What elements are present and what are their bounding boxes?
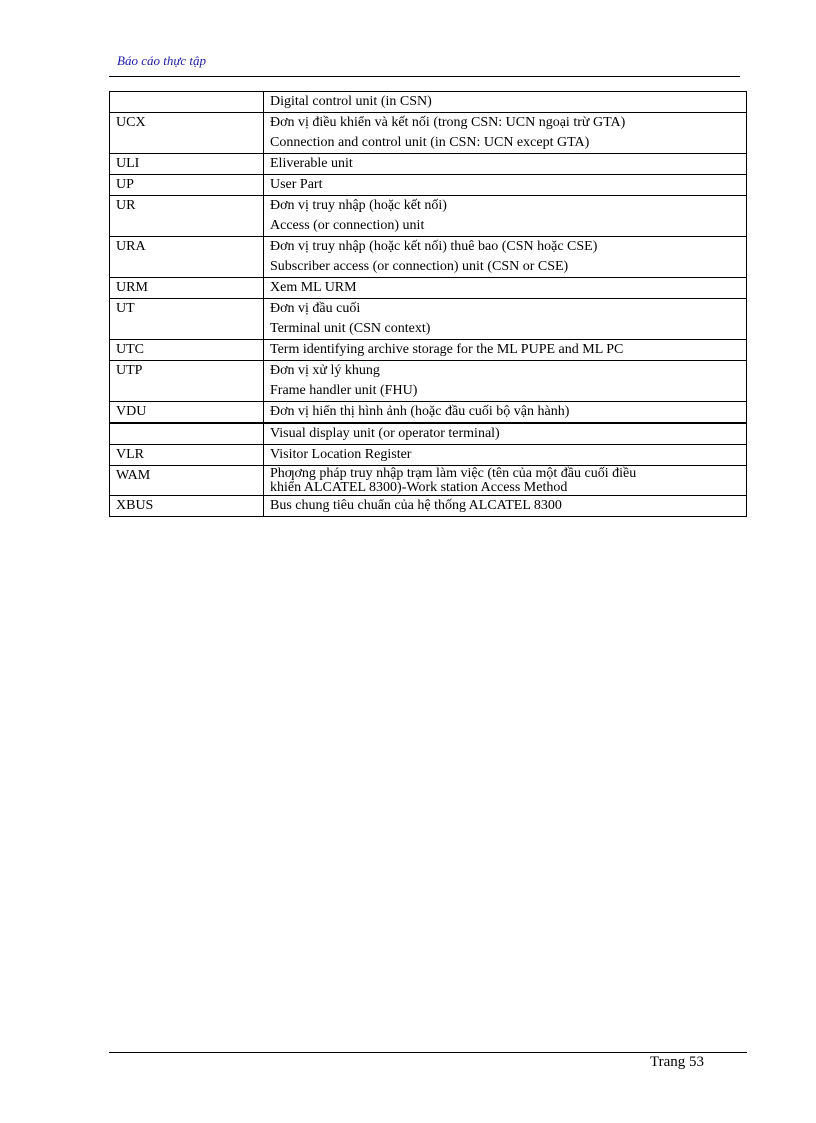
desc-cell	[264, 113, 747, 154]
desc-cell	[264, 237, 747, 278]
table-row	[110, 113, 747, 154]
abbr-cell: ULI	[110, 154, 264, 175]
abbr-cell	[110, 423, 264, 445]
desc-line: Frame handler unit (FHU)	[270, 383, 418, 398]
table-row	[110, 196, 747, 237]
desc-cell	[264, 423, 747, 445]
desc-cell	[264, 175, 747, 196]
desc-cell	[264, 402, 747, 424]
desc-line: Đơn vị xử lý khung	[270, 363, 380, 378]
table-row	[110, 340, 747, 361]
desc-cell	[264, 299, 747, 340]
table-row	[110, 423, 747, 445]
desc-line: Term identifying archive storage for the ML PUPE and ML PC	[270, 342, 624, 357]
desc-cell	[264, 278, 747, 299]
table-row	[110, 466, 747, 496]
desc-line: Đơn vị truy nhập (hoặc kết nối) thuê bao (CSN hoặc CSE)	[270, 239, 598, 254]
desc-line: Visitor Location Register	[270, 447, 412, 462]
abbr-cell: UR	[110, 196, 264, 237]
abbr-cell: UTC	[110, 340, 264, 361]
abbr-cell: UP	[110, 175, 264, 196]
desc-cell	[264, 496, 747, 517]
desc-cell	[264, 466, 747, 496]
desc-cell	[264, 92, 747, 113]
table-row	[110, 402, 747, 424]
table-row	[110, 496, 747, 517]
table-row	[110, 92, 747, 113]
page-number: Trang 53	[650, 1054, 705, 1070]
desc-line: Đơn vị đầu cuối	[270, 301, 361, 316]
desc-line: Phƣơng pháp truy nhập trạm làm việc (tên của một đầu cuối điều	[270, 466, 637, 481]
desc-line: Đơn vị điều khiển và kết nối (trong CSN: UCN ngoại trừ GTA)	[270, 115, 626, 130]
table-row	[110, 278, 747, 299]
desc-line: Đơn vị truy nhập (hoặc kết nối)	[270, 198, 447, 213]
abbr-cell: UT	[110, 299, 264, 340]
table-row	[110, 175, 747, 196]
abbr-cell: WAM	[110, 466, 264, 496]
desc-line: Terminal unit (CSN context)	[270, 321, 431, 336]
abbr-cell: URM	[110, 278, 264, 299]
abbr-cell: VLR	[110, 445, 264, 466]
desc-line: User Part	[270, 177, 323, 192]
desc-cell	[264, 196, 747, 237]
table-row	[110, 154, 747, 175]
desc-cell	[264, 340, 747, 361]
desc-line: Visual display unit (or operator terminal)	[270, 426, 500, 441]
table-row	[110, 445, 747, 466]
table-row	[110, 299, 747, 340]
table-row	[110, 361, 747, 402]
desc-line: Digital control unit (in CSN)	[270, 94, 432, 109]
abbr-cell: XBUS	[110, 496, 264, 517]
footer-rule	[109, 1052, 747, 1053]
desc-line: khiển ALCATEL 8300)-Work station Access Method	[270, 480, 568, 495]
page-header-title: Báo cáo thực tập	[117, 53, 207, 68]
desc-cell	[264, 361, 747, 402]
desc-line: Bus chung tiêu chuẩn của hệ thống ALCATEL 8300	[270, 498, 562, 513]
desc-cell	[264, 154, 747, 175]
table-row	[110, 237, 747, 278]
abbreviation-table	[109, 91, 747, 517]
abbr-cell: UTP	[110, 361, 264, 402]
desc-line: Xem ML URM	[270, 280, 357, 295]
abbr-cell	[110, 92, 264, 113]
desc-cell	[264, 445, 747, 466]
desc-line: Subscriber access (or connection) unit (CSN or CSE)	[270, 259, 569, 274]
desc-line: Đơn vị hiển thị hình ảnh (hoặc đầu cuối bộ vận hành)	[270, 404, 570, 419]
abbr-cell: UCX	[110, 113, 264, 154]
desc-line: Connection and control unit (in CSN: UCN except GTA)	[270, 135, 590, 150]
desc-line: Eliverable unit	[270, 156, 353, 171]
desc-line: Access (or connection) unit	[270, 218, 425, 233]
abbr-cell: VDU	[110, 402, 264, 424]
header-rule	[109, 76, 740, 77]
abbr-cell: URA	[110, 237, 264, 278]
